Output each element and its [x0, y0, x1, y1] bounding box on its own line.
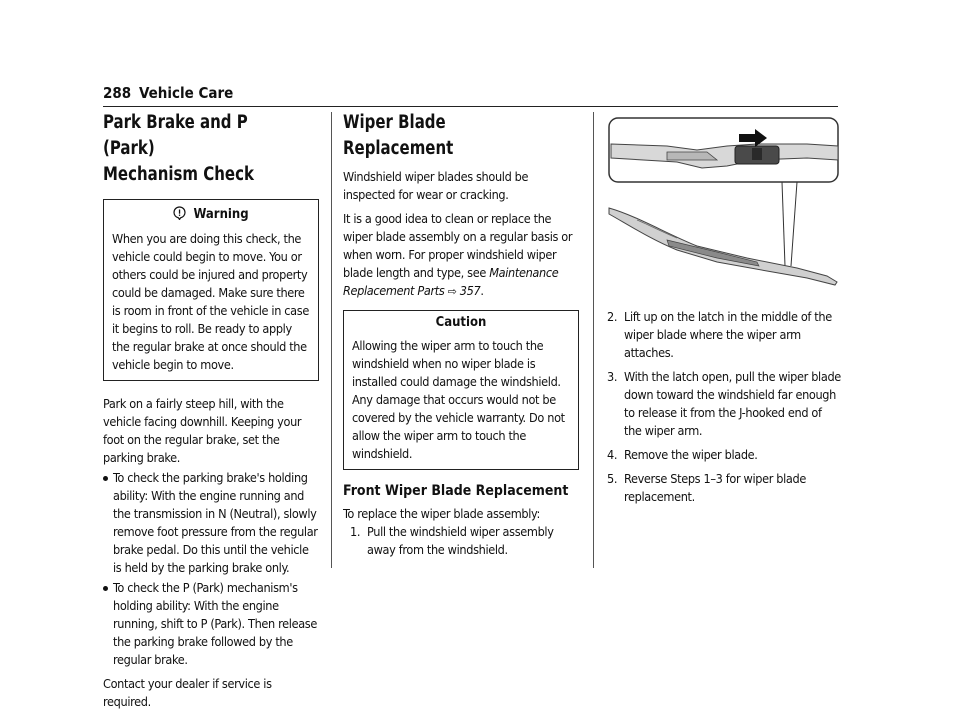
wiper-p2-text: It is a good idea to clean or replace the wiper blade assembly on a regular basis or when worn. For proper windshield wiper blade length and type, see — [343, 211, 573, 280]
wiper-steps-list — [350, 523, 579, 559]
park-footer-note: Contact your dealer if service is required. — [103, 676, 272, 709]
blade-shade — [667, 240, 759, 266]
wiper-p1: Windshield wiper blades should be inspected for wear or cracking. — [343, 169, 529, 202]
step-text: With the latch open, pull the wiper blade down toward the windshield far enough to release it from the J-hooked end of the wiper arm. — [624, 369, 841, 438]
p2-period: . — [480, 283, 484, 298]
page-header — [103, 84, 838, 107]
step-text: Lift up on the latch in the middle of the wiper blade where the wiper arm attaches. — [624, 309, 832, 360]
wiper-steps-list-continued — [607, 308, 842, 506]
warning-label: Warning — [193, 207, 249, 222]
park-check-list — [103, 469, 319, 669]
page-ref-arrow-icon: ⇨ — [447, 285, 457, 298]
list-item: To check the P (Park) mechanism's holding ability: With the engine running, shift to P (Park). Then release the parking brake followed by the regular brake. — [103, 579, 319, 669]
wiper-intro: To replace the wiper blade assembly: — [343, 506, 540, 521]
list-item: To check the parking brake's holding ability: With the engine running and the transmission in N (Neutral), slowly remove foot pressure from the regular brake pedal. Do this until the vehicle is held by the parking brake only. — [103, 469, 319, 577]
step-number: 4. — [607, 447, 618, 462]
step-number: 3. — [607, 369, 618, 384]
caution-text: Allowing the wiper arm to touch the windshield when no wiper blade is installed could damage the windshield. Any damage that occurs would not be covered by the vehicle warranty. Do not allow the wiper arm to touch the windshield. — [352, 338, 565, 461]
wiper-blade-illustration — [607, 116, 840, 288]
column-wiper-steps — [607, 308, 842, 512]
column-divider — [593, 112, 594, 568]
warning-header — [104, 204, 318, 226]
column-divider — [331, 112, 332, 568]
heading-wiper-blade: Wiper Blade Replacement — [343, 112, 454, 159]
park-intro: Park on a fairly steep hill, with the vehicle facing downhill. Keeping your foot on the regular brake, set the parking brake. — [103, 396, 302, 465]
section-title: Vehicle Care — [139, 84, 234, 102]
column-park-brake — [103, 110, 319, 711]
list-item — [607, 368, 842, 440]
xref-label[interactable]: Maintenance Replacement Parts — [343, 265, 559, 298]
callout-line — [782, 182, 785, 266]
wiper-p2 — [343, 210, 579, 301]
caution-header: Caution — [435, 315, 487, 330]
list-item — [350, 523, 579, 559]
step-number: 5. — [607, 471, 618, 486]
xref-page[interactable]: 357 — [459, 283, 481, 298]
warning-icon — [173, 206, 186, 220]
subheading-front-wiper: Front Wiper Blade Replacement — [343, 483, 569, 499]
callout-line — [791, 182, 797, 266]
step-text: Pull the windshield wiper assembly away from the windshield. — [367, 524, 554, 557]
latch-center — [752, 148, 762, 160]
list-item — [607, 446, 842, 464]
warning-text: When you are doing this check, the vehicle could begin to move. You or others could be injured and property could be damaged. Make sure there is room in front of the vehicle in case it begins to roll. Be ready to apply the regular brake at once should the vehicle begin to move. — [112, 231, 309, 372]
warning-box — [103, 199, 319, 381]
column-wiper-blade — [343, 110, 579, 565]
caution-box — [343, 310, 579, 470]
step-number: 2. — [607, 309, 618, 324]
step-number: 1. — [350, 524, 361, 539]
list-item — [607, 308, 842, 362]
step-text: Reverse Steps 1–3 for wiper blade replacement. — [624, 471, 806, 504]
heading-line-2: Mechanism Check — [103, 164, 254, 185]
heading-line-1: Park Brake and P (Park) — [103, 112, 248, 159]
step-text: Remove the wiper blade. — [624, 447, 758, 462]
list-item — [607, 470, 842, 506]
wiper-blade — [609, 208, 837, 285]
heading-park-brake — [103, 110, 297, 188]
page-number: 288 — [103, 84, 132, 102]
